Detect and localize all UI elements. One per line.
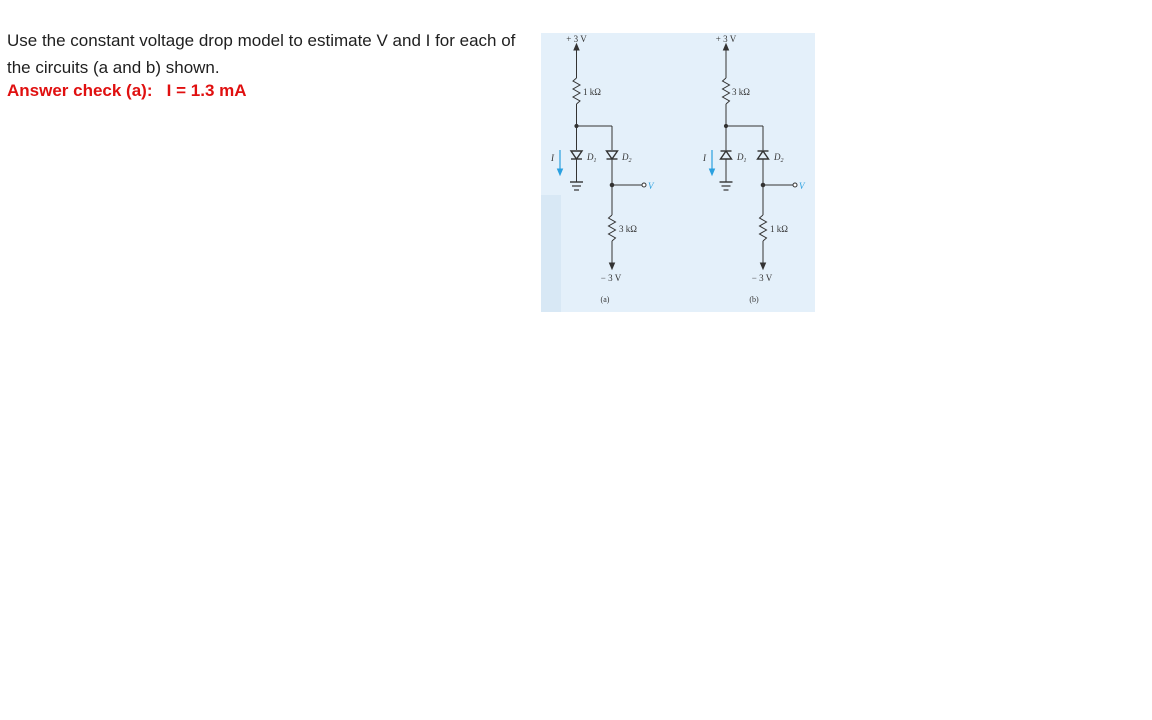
current-label-a: I [551,153,554,163]
resistor-top-label-b: 3 kΩ [732,87,750,97]
diode1-label-b: $D_1$ [737,152,747,164]
diode2-label-b: $D_2$ [774,152,784,164]
resistor-top-label-a: 1 kΩ [583,87,601,97]
problem-statement: Use the constant voltage drop model to estimate V and I for each of the circuits (a and b) shown. [7,31,516,77]
current-label-b: I [703,153,706,163]
supply-bottom-label-b: − 3 V [751,273,773,283]
answer-label: Answer check (a): [7,81,153,100]
output-label-a: V [648,181,654,191]
answer-check [7,81,247,101]
caption-b: (b) [749,295,759,304]
resistor-bottom-label-b: 1 kΩ [770,224,788,234]
output-label-b: V [799,181,805,191]
diode1-label-a: $D_1$ [587,152,597,164]
answer-value: I = 1.3 mA [166,81,247,100]
supply-top-label-b: + 3 V [715,34,737,44]
supply-top-label-a: + 3 V [566,34,587,44]
figure-background [541,33,815,312]
diode2-label-a: $D_2$ [622,152,632,164]
circuit-figure [541,30,815,312]
resistor-bottom-label-a: 3 kΩ [619,224,637,234]
supply-bottom-label-a: − 3 V [600,273,622,283]
caption-a: (a) [600,295,610,304]
